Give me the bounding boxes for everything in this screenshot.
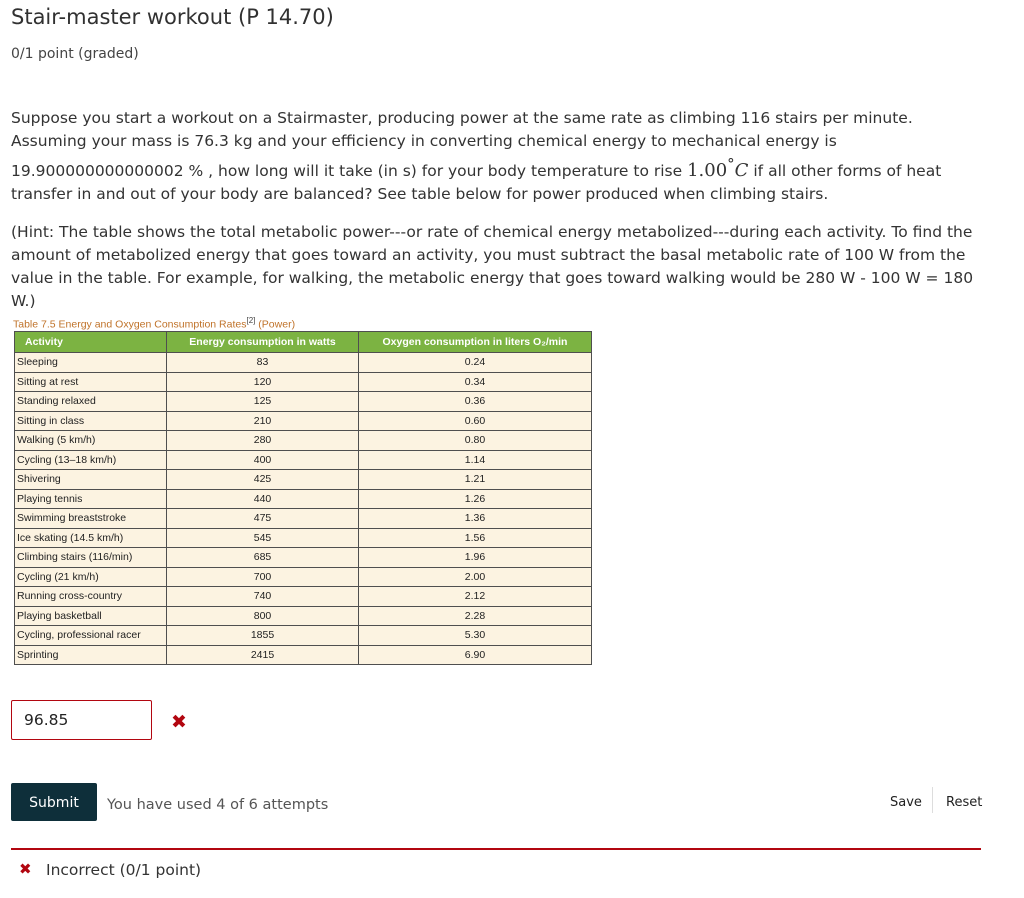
cell-oxygen: 2.12 bbox=[359, 587, 592, 607]
cell-activity: Cycling (21 km/h) bbox=[15, 567, 167, 587]
cell-energy: 210 bbox=[167, 411, 359, 431]
cell-oxygen: 1.21 bbox=[359, 470, 592, 490]
table-row bbox=[15, 606, 592, 626]
cell-activity: Sitting in class bbox=[15, 411, 167, 431]
cell-energy: 475 bbox=[167, 509, 359, 529]
table-row bbox=[15, 450, 592, 470]
table-row bbox=[15, 548, 592, 568]
table-row bbox=[15, 509, 592, 529]
problem-grade: 0/1 point (graded) bbox=[11, 46, 139, 62]
cell-activity: Sleeping bbox=[15, 353, 167, 373]
cell-oxygen: 0.34 bbox=[359, 372, 592, 392]
table-body bbox=[15, 353, 592, 665]
math-unit: C bbox=[734, 160, 749, 181]
cell-activity: Walking (5 km/h) bbox=[15, 431, 167, 451]
cell-energy: 1855 bbox=[167, 626, 359, 646]
column-header-activity: Activity bbox=[15, 332, 167, 353]
cell-activity: Sitting at rest bbox=[15, 372, 167, 392]
cell-activity: Swimming breaststroke bbox=[15, 509, 167, 529]
submit-button[interactable]: Submit bbox=[11, 783, 97, 821]
table-row bbox=[15, 470, 592, 490]
table-caption-text: Table 7.5 Energy and Oxygen Consumption Rates bbox=[13, 318, 247, 331]
table-row bbox=[15, 645, 592, 665]
column-header-oxygen: Oxygen consumption in liters O₂/min bbox=[359, 332, 592, 353]
cell-oxygen: 1.36 bbox=[359, 509, 592, 529]
table-caption-suffix: (Power) bbox=[255, 318, 296, 331]
cell-oxygen: 2.28 bbox=[359, 606, 592, 626]
feedback-divider bbox=[11, 848, 981, 850]
feedback-message: Incorrect (0/1 point) bbox=[46, 861, 202, 879]
attempts-counter: You have used 4 of 6 attempts bbox=[107, 797, 329, 813]
cell-oxygen: 1.26 bbox=[359, 489, 592, 509]
table-caption bbox=[13, 316, 295, 331]
cell-activity: Shivering bbox=[15, 470, 167, 490]
cell-activity: Playing basketball bbox=[15, 606, 167, 626]
reset-button[interactable]: Reset bbox=[946, 795, 983, 810]
cell-energy: 83 bbox=[167, 353, 359, 373]
cell-oxygen: 1.96 bbox=[359, 548, 592, 568]
problem-statement bbox=[11, 107, 986, 206]
cell-oxygen: 5.30 bbox=[359, 626, 592, 646]
cell-energy: 700 bbox=[167, 567, 359, 587]
table-row bbox=[15, 353, 592, 373]
cell-energy: 2415 bbox=[167, 645, 359, 665]
table-row bbox=[15, 626, 592, 646]
table-row bbox=[15, 411, 592, 431]
math-expression bbox=[687, 155, 749, 181]
cell-oxygen: 6.90 bbox=[359, 645, 592, 665]
table-row bbox=[15, 528, 592, 548]
cell-energy: 685 bbox=[167, 548, 359, 568]
math-value: 1.00 bbox=[687, 160, 728, 181]
table-row bbox=[15, 567, 592, 587]
math-degree: ° bbox=[727, 155, 735, 173]
cell-activity: Standing relaxed bbox=[15, 392, 167, 412]
table-row bbox=[15, 431, 592, 451]
cell-energy: 425 bbox=[167, 470, 359, 490]
cell-energy: 740 bbox=[167, 587, 359, 607]
cell-oxygen: 0.60 bbox=[359, 411, 592, 431]
cell-activity: Climbing stairs (116/min) bbox=[15, 548, 167, 568]
cell-energy: 800 bbox=[167, 606, 359, 626]
cell-activity: Ice skating (14.5 km/h) bbox=[15, 528, 167, 548]
cell-energy: 440 bbox=[167, 489, 359, 509]
cell-activity: Cycling, professional racer bbox=[15, 626, 167, 646]
cell-energy: 125 bbox=[167, 392, 359, 412]
cell-oxygen: 0.24 bbox=[359, 353, 592, 373]
table-row bbox=[15, 489, 592, 509]
cell-energy: 400 bbox=[167, 450, 359, 470]
statement-part-2: if all other forms of heat transfer in and out of your body are balanced? See table below for power produced when climbing stairs. bbox=[11, 162, 942, 203]
problem-title: Stair-master workout (P 14.70) bbox=[11, 5, 334, 29]
feedback-incorrect-icon: ✖ bbox=[19, 860, 32, 878]
cell-activity: Sprinting bbox=[15, 645, 167, 665]
table-caption-reference[interactable]: [2] bbox=[246, 316, 256, 325]
statement-part-1: Suppose you start a workout on a Stairmaster, producing power at the same rate as climbing 116 stairs per minute. Assuming your mass is 76.3 kg and your efficiency in converting chemical energy to mechanical energy is 19.900000000000002 % , how long will it take (in s) for your body temperature to rise bbox=[11, 109, 913, 180]
cell-energy: 120 bbox=[167, 372, 359, 392]
problem-hint: (Hint: The table shows the total metabolic power---or rate of chemical energy metabolized---during each activity. To find the amount of metabolized energy that goes toward an activity, you must subtract the basal metabolic rate of 100 W from the value in the table. For example, for walking, the metabolic energy that goes toward walking would be 280 W - 100 W = 180 W.) bbox=[11, 223, 974, 310]
table-header-row bbox=[15, 332, 592, 353]
cell-energy: 280 bbox=[167, 431, 359, 451]
cell-oxygen: 0.36 bbox=[359, 392, 592, 412]
table-row bbox=[15, 587, 592, 607]
energy-consumption-table bbox=[14, 331, 592, 665]
table-row bbox=[15, 372, 592, 392]
cell-oxygen: 0.80 bbox=[359, 431, 592, 451]
cell-oxygen: 1.14 bbox=[359, 450, 592, 470]
column-header-energy: Energy consumption in watts bbox=[167, 332, 359, 353]
cell-oxygen: 2.00 bbox=[359, 567, 592, 587]
cell-activity: Running cross-country bbox=[15, 587, 167, 607]
incorrect-icon: ✖ bbox=[171, 711, 187, 733]
table-row bbox=[15, 392, 592, 412]
cell-activity: Cycling (13–18 km/h) bbox=[15, 450, 167, 470]
cell-energy: 545 bbox=[167, 528, 359, 548]
answer-input[interactable]: 96.85 bbox=[11, 700, 152, 740]
cell-oxygen: 1.56 bbox=[359, 528, 592, 548]
cell-activity: Playing tennis bbox=[15, 489, 167, 509]
save-button[interactable]: Save bbox=[890, 795, 922, 810]
action-divider bbox=[932, 787, 933, 813]
